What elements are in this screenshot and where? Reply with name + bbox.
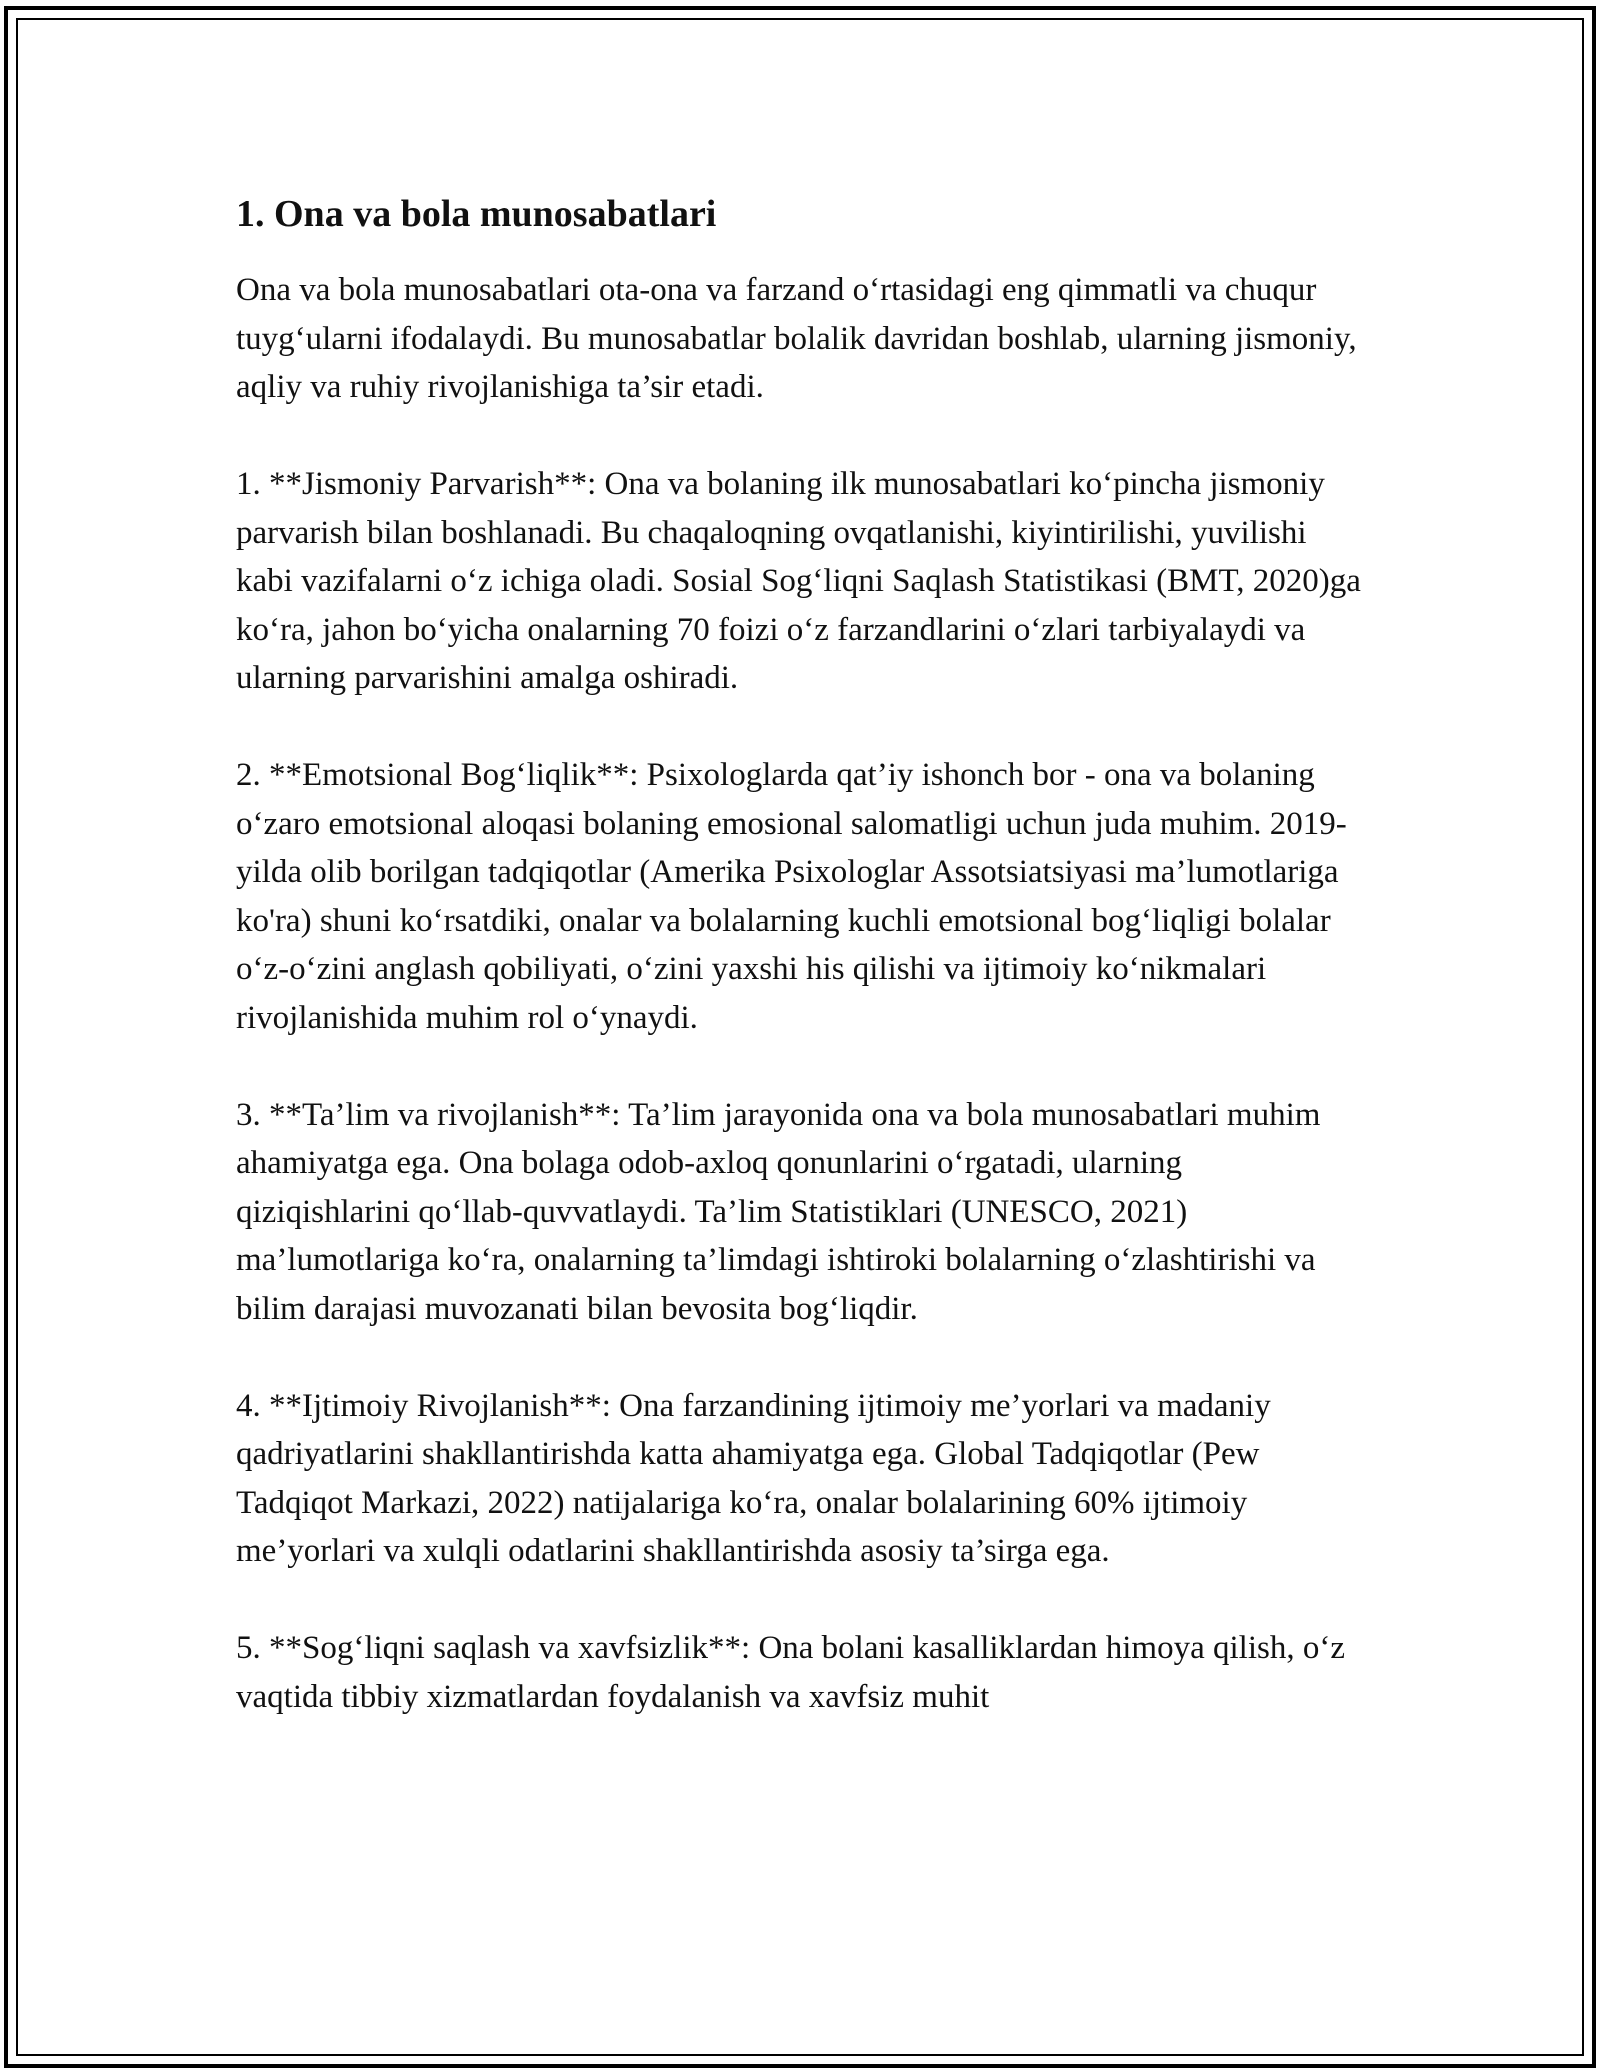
document-body xyxy=(236,188,1361,1770)
paragraph-physical-care: 1. **Jismoniy Parvarish**: Ona va bolaning ilk munosabatlari ko‘pincha jismoniy parvarish bilan boshlanadi. Bu chaqaloqning ovqatlanishi, kiyintirilishi, yuvilishi kabi vazifalarni o‘z ichiga oladi. Sosial Sog‘liqni Saqlash Statistikasi (BMT, 2020)ga ko‘ra, jahon bo‘yicha onalarning 70 foizi o‘z farzandlarini o‘zlari tarbiyalaydi va ularning parvarishini amalga oshiradi. xyxy=(236,466,1361,696)
intro-paragraph: Ona va bola munosabatlari ota-ona va farzand o‘rtasidagi eng qimmatli va chuqur tuyg‘ularni ifodalaydi. Bu munosabatlar bolalik davridan boshlab, ularning jismoniy, aqliy va ruhiy rivojlanishiga ta’sir etadi. xyxy=(236,272,1357,405)
paragraph-health-safety: 5. **Sog‘liqni saqlash va xavfsizlik**: Ona bolani kasalliklardan himoya qilish, o‘z vaqtida tibbiy xizmatlardan foydalanish va xavfsiz muhit xyxy=(236,1630,1345,1715)
paragraph-social-development: 4. **Ijtimoiy Rivojlanish**: Ona farzandining ijtimoiy me’yorlari va madaniy qadriyatlarini shakllantirishda katta ahamiyatga ega. Global Tadqiqotlar (Pew Tadqiqot Markazi, 2022) natijalariga ko‘ra, onalar bolalarining 60% ijtimoiy me’yorlari va xulqli odatlarini shakllantirishda asosiy ta’sirga ega. xyxy=(236,1387,1271,1569)
paragraph-emotional-bond: 2. **Emotsional Bog‘liqlik**: Psixologlarda qat’iy ishonch bor - ona va bolaning o‘zaro emotsional aloqasi bolaning emosional salomatligi uchun juda muhim. 2019-yilda olib borilgan tadqiqotlar (Amerika Psixologlar Assotsiatsiyasi ma’lumotlariga ko'ra) shuni ko‘rsatdiki, onalar va bolalarning kuchli emotsional bog‘liqligi bolalar o‘z-o‘zini anglash qobiliyati, o‘zini yaxshi his qilishi va ijtimoiy ko‘nikmalari rivojlanishida muhim rol o‘ynaydi. xyxy=(236,757,1347,1036)
section-heading: 1. Ona va bola munosabatlari xyxy=(236,193,717,235)
paragraph-education: 3. **Ta’lim va rivojlanish**: Ta’lim jarayonida ona va bola munosabatlari muhim ahamiyatga ega. Ona bolaga odob-axloq qonunlarini o‘rgatadi, ularning qiziqishlarini qo‘llab-quvvatlaydi. Ta’lim Statistiklari (UNESCO, 2021) ma’lumotlariga ko‘ra, onalarning ta’limdagi ishtiroki bolalarning o‘zlashtirishi va bilim darajasi muvozanati bilan bevosita bog‘liqdir. xyxy=(236,1096,1321,1327)
